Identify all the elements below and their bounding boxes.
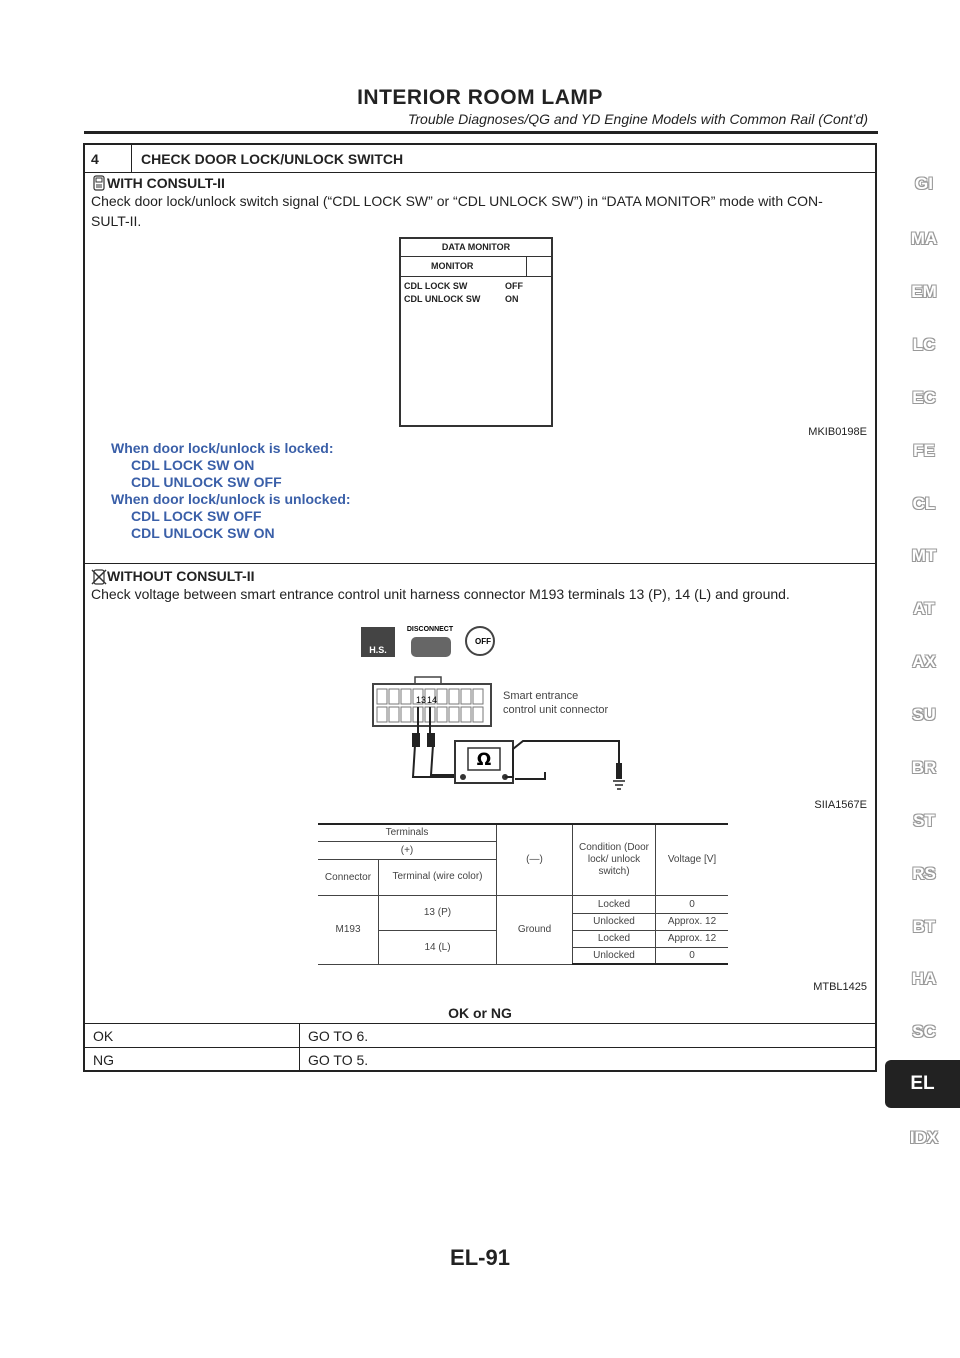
result-heading: OK or NG <box>448 1005 512 1021</box>
table-cell: Ground <box>497 895 573 964</box>
side-tab-bt[interactable]: BT <box>912 917 936 936</box>
table-cell: Locked <box>573 930 656 947</box>
monitor-label: MONITOR <box>431 261 474 271</box>
consult-text-line1: Check door lock/unlock switch signal (“CDL LOCK SW” or “CDL UNLOCK SW”) in “DATA MONITOR” mode with CON- <box>91 193 823 209</box>
monitor-bar <box>401 256 551 277</box>
side-tab-fe[interactable]: FE <box>913 441 935 460</box>
procedure-box <box>83 143 877 1072</box>
table-header: (—) <box>497 824 573 895</box>
connector-label: control unit connector <box>503 704 609 716</box>
side-tab-ax[interactable]: AX <box>912 652 936 671</box>
result-key: OK <box>93 1028 114 1044</box>
section-divider <box>85 563 875 564</box>
table-header: Condition (Door lock/ unlock switch) <box>573 824 656 895</box>
side-tab-mt[interactable]: MT <box>911 546 937 565</box>
side-tab-lc[interactable]: LC <box>912 335 936 354</box>
connector-label: Smart entrance <box>503 690 579 702</box>
consult-heading: WITH CONSULT-II <box>107 175 225 191</box>
side-tab-ma[interactable]: MA <box>910 229 938 248</box>
side-tab-cl[interactable]: CL <box>912 494 936 513</box>
side-tab-rs[interactable]: RS <box>912 864 936 883</box>
result-action-link[interactable]: GO TO 5. <box>308 1052 369 1068</box>
consult-tool-icon <box>91 175 107 191</box>
spec-line: CDL LOCK SW ON <box>131 457 255 473</box>
step-title: CHECK DOOR LOCK/UNLOCK SWITCH <box>141 151 404 167</box>
header-rule <box>84 131 878 134</box>
step-row <box>85 145 875 173</box>
ohm-icon: Ω <box>476 750 492 770</box>
data-monitor-screen <box>399 237 553 427</box>
no-consult-heading: WITHOUT CONSULT-II <box>107 568 255 584</box>
figure-code: MKIB0198E <box>808 426 867 438</box>
table-header: Connector <box>318 859 379 895</box>
result-row-ng <box>85 1047 875 1072</box>
spec-line: When door lock/unlock is unlocked: <box>111 491 351 507</box>
side-tab-su[interactable]: SU <box>912 705 936 724</box>
result-action-link[interactable]: GO TO 6. <box>308 1028 369 1044</box>
table-code: MTBL1425 <box>813 981 867 993</box>
monitor-row-value: OFF <box>505 281 523 291</box>
disconnect-icon <box>411 637 451 657</box>
voltage-table <box>318 823 728 965</box>
monitor-row-value: ON <box>505 294 519 304</box>
step-divider <box>131 145 132 172</box>
no-consult-text: Check voltage between smart entrance control unit harness connector M193 terminals 13 (P), 14 (L) and ground. <box>91 586 790 602</box>
side-tab-el-active[interactable]: EL <box>885 1060 960 1108</box>
side-tab-at[interactable]: AT <box>913 599 935 618</box>
table-header: Terminals <box>318 824 497 841</box>
page-title: INTERIOR ROOM LAMP <box>357 86 603 109</box>
table-cell: Approx. 12 <box>656 913 729 930</box>
step-number: 4 <box>91 151 99 167</box>
pin-13: 13 <box>416 695 427 705</box>
disconnect-label: DISCONNECT <box>406 626 454 633</box>
table-cell: Locked <box>573 895 656 913</box>
no-consult-icon <box>91 569 107 585</box>
table-cell: 14 (L) <box>379 930 497 964</box>
table-cell: 0 <box>656 895 729 913</box>
page-subtitle: Trouble Diagnoses/QG and YD Engine Models with Common Rail (Cont’d) <box>407 111 868 127</box>
side-tab-br[interactable]: BR <box>911 758 937 777</box>
table-cell: 0 <box>656 947 729 964</box>
consult-text-line2: SULT-II. <box>91 213 142 229</box>
spec-line: When door lock/unlock is locked: <box>111 440 334 456</box>
table-cell: 13 (P) <box>379 895 497 930</box>
off-label: OFF <box>475 637 491 646</box>
result-key: NG <box>93 1052 114 1068</box>
table-cell: M193 <box>318 895 379 964</box>
spec-line: CDL UNLOCK SW ON <box>131 525 275 541</box>
side-tab-st[interactable]: ST <box>913 811 935 830</box>
pin-14: 14 <box>427 695 438 705</box>
spec-line: CDL LOCK SW OFF <box>131 508 262 524</box>
page-number: EL-91 <box>450 1245 510 1270</box>
result-row-ok <box>85 1023 875 1048</box>
table-header: Terminal (wire color) <box>379 859 497 895</box>
spec-line: CDL UNLOCK SW OFF <box>131 474 282 490</box>
side-tab-em[interactable]: EM <box>911 282 937 301</box>
side-tab-idx[interactable]: IDX <box>909 1128 939 1147</box>
figure-code: SIIA1567E <box>814 799 867 811</box>
table-cell: Unlocked <box>573 913 656 930</box>
data-monitor-title: DATA MONITOR <box>401 239 551 257</box>
table-header: (+) <box>318 841 497 859</box>
table-cell: Approx. 12 <box>656 930 729 947</box>
monitor-row-name: CDL UNLOCK SW <box>404 294 481 304</box>
hs-label: H.S. <box>369 645 387 655</box>
table-cell: Unlocked <box>573 947 656 964</box>
table-header: Voltage [V] <box>656 824 729 895</box>
monitor-row-name: CDL LOCK SW <box>404 281 468 291</box>
side-tab-gi[interactable]: GI <box>915 174 933 193</box>
side-tab-ha[interactable]: HA <box>911 969 937 988</box>
side-tab-ec[interactable]: EC <box>912 388 936 407</box>
connector-diagram <box>355 617 635 802</box>
side-tab-sc[interactable]: SC <box>912 1022 936 1041</box>
